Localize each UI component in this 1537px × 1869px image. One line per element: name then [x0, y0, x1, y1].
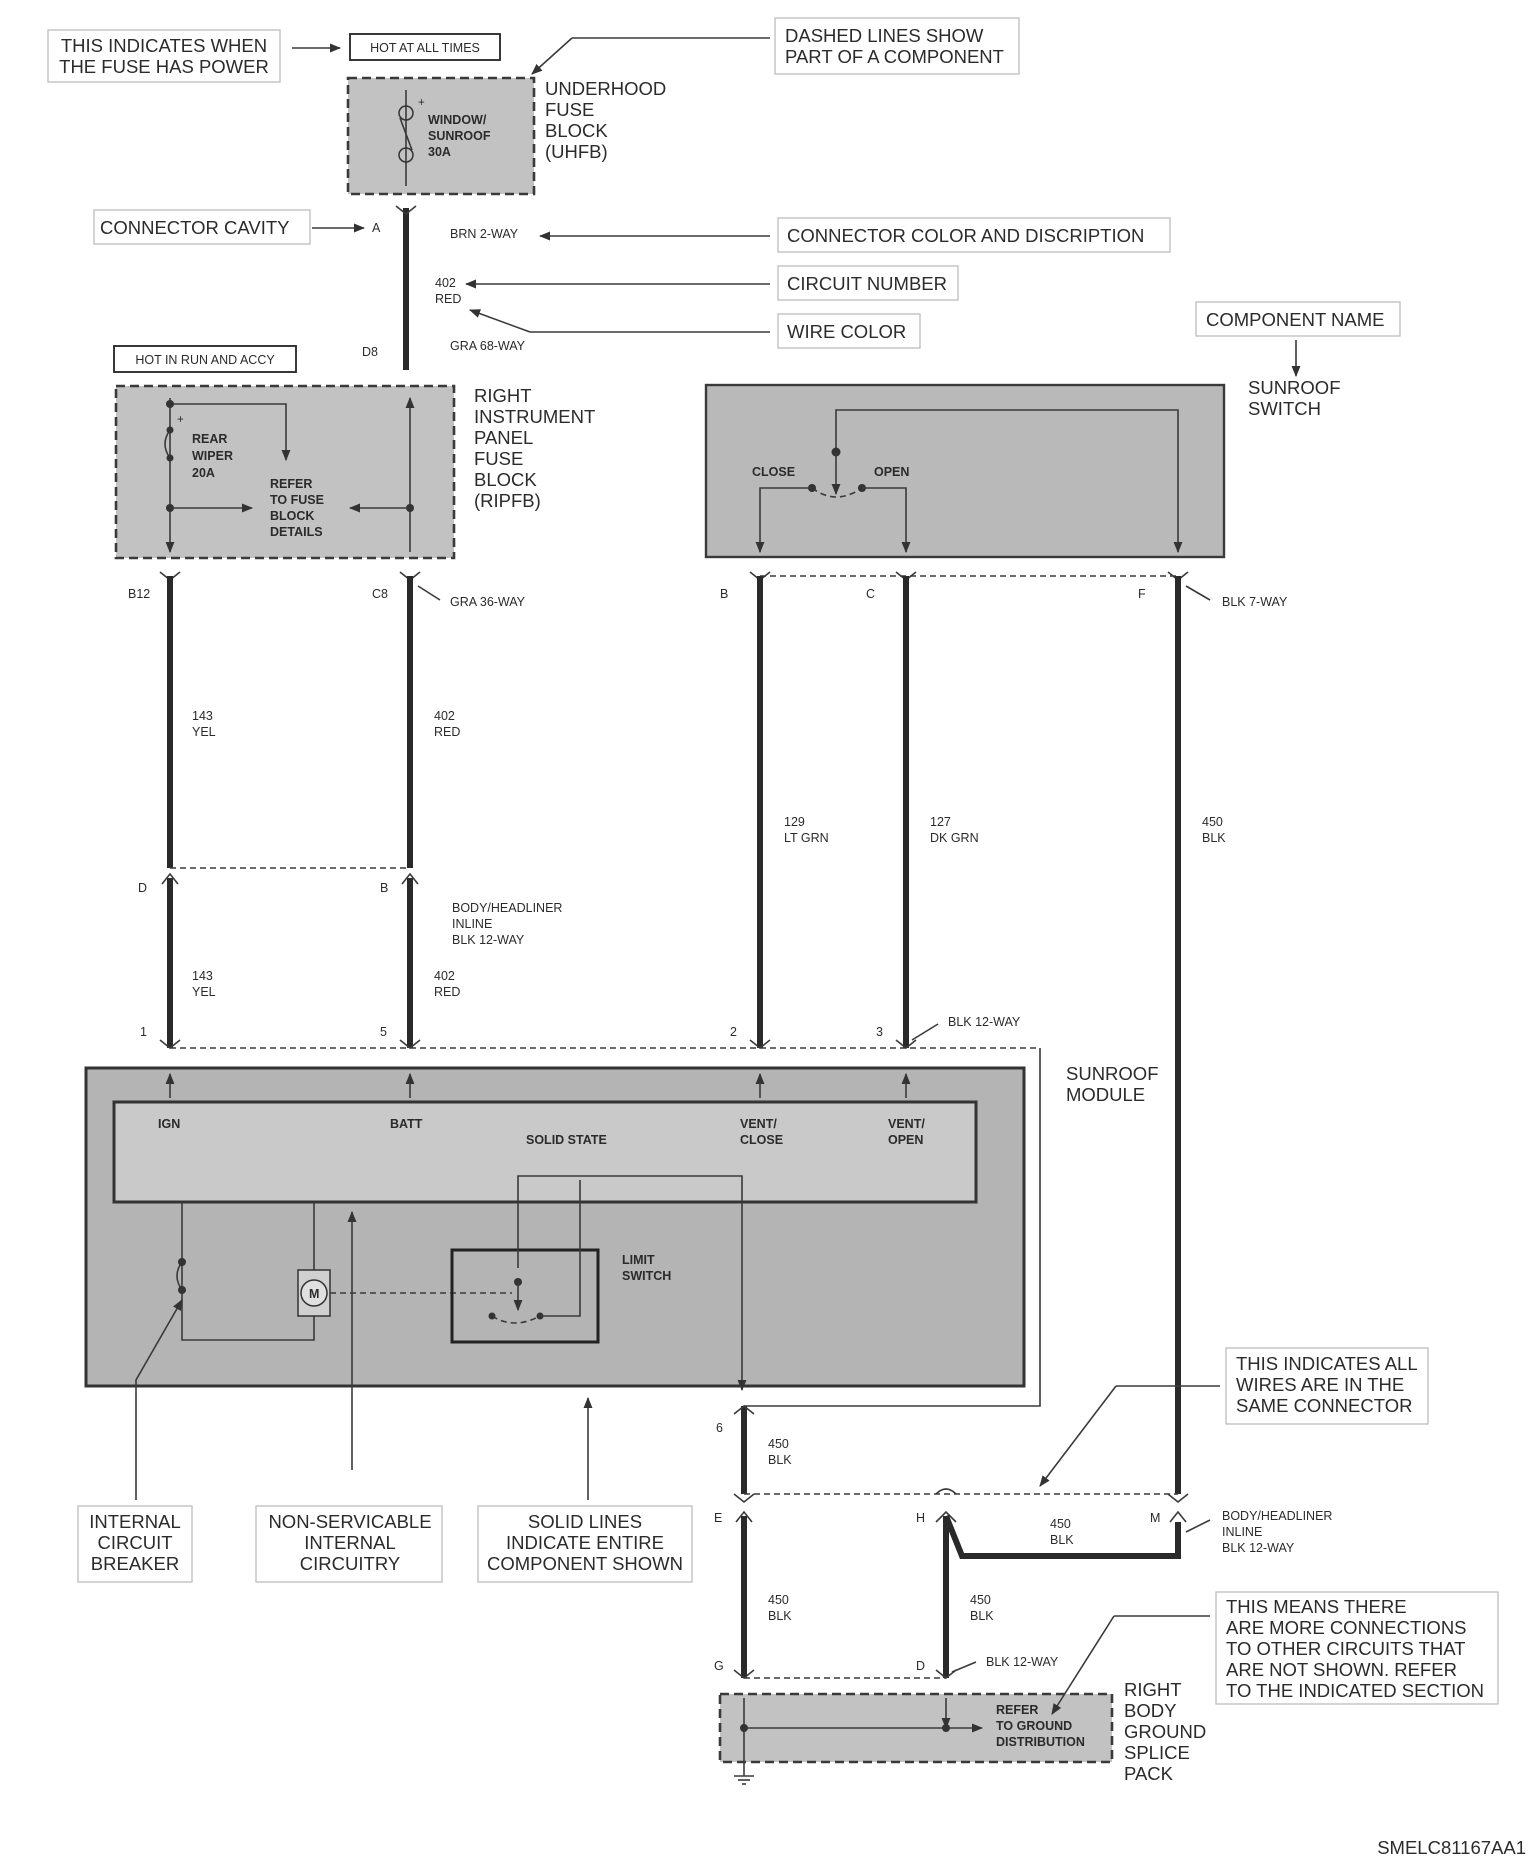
hot-in-run-accy-text: HOT IN RUN AND ACCY: [135, 353, 275, 367]
callout-connector-color-text: CONNECTOR COLOR AND DISCRIPTION: [787, 225, 1145, 246]
callout-component-name-text: COMPONENT NAME: [1206, 309, 1385, 330]
ripfb-component: [116, 385, 595, 558]
wire-450b-number: 450: [768, 1437, 789, 1451]
callout-same-connector: [1040, 1348, 1428, 1486]
callout-non-serviceable: [256, 1506, 442, 1582]
callout-non-serviceable-line2: INTERNAL: [304, 1532, 396, 1553]
pin-c8: C8: [372, 587, 388, 601]
wire-402-color: RED: [435, 292, 462, 306]
uhfb-component: [348, 78, 666, 194]
wire-143b-number: 143: [192, 969, 213, 983]
callout-connector-cavity-text: CONNECTOR CAVITY: [100, 217, 290, 238]
callout-solid-lines-line2: INDICATE ENTIRE: [506, 1532, 664, 1553]
wire-129-number: 129: [784, 815, 805, 829]
callout-dashed-lines-line2: PART OF A COMPONENT: [785, 46, 1004, 67]
uhfb-fuse-line1: WINDOW/: [428, 113, 487, 127]
callout-solid-lines: [478, 1506, 692, 1582]
ground-name-line2: BODY: [1124, 1700, 1177, 1721]
callout-more-connections-line4: ARE NOT SHOWN. REFER: [1226, 1659, 1457, 1680]
connector-blk12-module: BLK 12-WAY: [948, 1015, 1021, 1029]
ground-splice-pack-component: [720, 1679, 1206, 1784]
wire-402b-color: RED: [434, 725, 461, 739]
callout-more-connections-line2: ARE MORE CONNECTIONS: [1226, 1617, 1467, 1638]
wire-127-number: 127: [930, 815, 951, 829]
callout-non-serviceable-line1: NON-SERVICABLE: [268, 1511, 432, 1532]
callout-same-connector-line2: WIRES ARE IN THE: [1236, 1374, 1405, 1395]
connector-blk12-ground: BLK 12-WAY: [986, 1655, 1059, 1669]
wire-127-color: DK GRN: [930, 831, 979, 845]
pin-b12: B12: [128, 587, 151, 601]
uhfb-name-line2: FUSE: [545, 99, 595, 120]
connector-headliner-line3: BLK 12-WAY: [452, 933, 525, 947]
callout-internal-breaker-line2: CIRCUIT: [97, 1532, 173, 1553]
pin-h: H: [916, 1511, 926, 1525]
callout-dashed-lines-line1: DASHED LINES SHOW: [785, 25, 984, 46]
wire-402c-number: 402: [434, 969, 455, 983]
hot-in-run-accy-label: [114, 346, 296, 372]
hot-at-all-times-text: HOT AT ALL TIMES: [370, 41, 480, 55]
callout-circuit-number: [466, 266, 958, 300]
ground-name-line4: SPLICE: [1124, 1742, 1190, 1763]
motor-label: M: [309, 1287, 320, 1301]
ripfb-name-line1: RIGHT: [474, 385, 532, 406]
wire-450d-number: 450: [768, 1593, 789, 1607]
pin-3: 3: [876, 1025, 883, 1039]
pin-d8: D8: [362, 345, 378, 359]
module-name-line2: MODULE: [1066, 1084, 1146, 1105]
callout-internal-breaker-line3: BREAKER: [90, 1553, 180, 1574]
ground-symbol-icon: [734, 1776, 754, 1784]
callout-fuse-power-line2: THE FUSE HAS POWER: [59, 56, 269, 77]
callout-more-connections-line1: THIS MEANS THERE: [1226, 1596, 1407, 1617]
limit-switch-line1: LIMIT: [622, 1253, 655, 1267]
pin-b-headliner: B: [380, 881, 389, 895]
switch-name-line1: SUNROOF: [1248, 377, 1341, 398]
pin-2: 2: [730, 1025, 737, 1039]
pin-1: 1: [140, 1025, 147, 1039]
limit-switch-line2: SWITCH: [622, 1269, 672, 1283]
wire-143a-number: 143: [192, 709, 213, 723]
ground-name-line1: RIGHT: [1124, 1679, 1182, 1700]
callout-connector-cavity: [94, 210, 364, 244]
ground-refer-line2: TO GROUND: [996, 1719, 1073, 1733]
module-vent-close-line1: VENT/: [740, 1117, 777, 1131]
callout-same-connector-line3: SAME CONNECTOR: [1236, 1395, 1413, 1416]
callout-component-name: [1196, 302, 1400, 376]
ripfb-refer-line2: TO FUSE: [270, 493, 324, 507]
ripfb-fuse-line3: 20A: [192, 466, 215, 480]
ripfb-fuse-line2: WIPER: [192, 449, 233, 463]
connector-brn2: BRN 2-WAY: [450, 227, 519, 241]
pin-c-switch: C: [866, 587, 876, 601]
switch-name-line2: SWITCH: [1248, 398, 1321, 419]
callout-circuit-number-text: CIRCUIT NUMBER: [787, 273, 947, 294]
motor-icon: [298, 1270, 330, 1316]
wire-450b-color: BLK: [768, 1453, 792, 1467]
callout-solid-lines-line1: SOLID LINES: [527, 1511, 643, 1532]
callout-non-serviceable-line3: CIRCUITRY: [299, 1553, 401, 1574]
callout-internal-breaker-line1: INTERNAL: [89, 1511, 181, 1532]
ground-name-line3: GROUND: [1124, 1721, 1207, 1742]
callout-more-connections-line3: TO OTHER CIRCUITS THAT: [1226, 1638, 1466, 1659]
callout-fuse-power-line1: THIS INDICATES WHEN: [60, 35, 268, 56]
uhfb-plus: +: [418, 97, 425, 109]
wire-143a-color: YEL: [192, 725, 216, 739]
callout-same-connector-line1: THIS INDICATES ALL: [1236, 1353, 1418, 1374]
wire-450a-color: BLK: [1202, 831, 1226, 845]
connector-blk7: BLK 7-WAY: [1222, 595, 1288, 609]
uhfb-name-line4: (UHFB): [545, 141, 608, 162]
ground-refer-line1: REFER: [996, 1703, 1039, 1717]
connector-gra68: GRA 68-WAY: [450, 339, 526, 353]
module-vent-close-line2: CLOSE: [740, 1133, 784, 1147]
ripfb-refer-line1: REFER: [270, 477, 313, 491]
ripfb-name-line2: INSTRUMENT: [474, 406, 596, 427]
callout-internal-breaker: [78, 1506, 192, 1582]
wire-450e-number: 450: [970, 1593, 991, 1607]
ripfb-name-line4: FUSE: [474, 448, 524, 469]
wire-450d-color: BLK: [768, 1609, 792, 1623]
hot-at-all-times-label: [350, 34, 500, 60]
connector-headliner-line2: INLINE: [452, 917, 493, 931]
pin-b-switch: B: [720, 587, 729, 601]
pin-d-headliner: D: [138, 881, 148, 895]
module-batt-label: BATT: [390, 1117, 423, 1131]
diagram-code: SMELC81167AA1: [1377, 1837, 1526, 1858]
callout-more-connections-line5: TO THE INDICATED SECTION: [1226, 1680, 1484, 1701]
pin-6: 6: [716, 1421, 723, 1435]
connector-headliner2-line3: BLK 12-WAY: [1222, 1541, 1295, 1555]
pin-a: A: [372, 221, 381, 235]
wire-450a-number: 450: [1202, 815, 1223, 829]
connector-gra36: GRA 36-WAY: [450, 595, 526, 609]
uhfb-name-line3: BLOCK: [545, 120, 608, 141]
wire-450e-color: BLK: [970, 1609, 994, 1623]
pin-5: 5: [380, 1025, 387, 1039]
sunroof-module-component: [86, 1048, 1159, 1406]
callout-more-connections: [1052, 1592, 1498, 1714]
wire-402-number: 402: [435, 276, 456, 290]
module-name-line1: SUNROOF: [1066, 1063, 1159, 1084]
callout-wire-color-text: WIRE COLOR: [787, 321, 907, 342]
sunroof-switch-component: [706, 377, 1341, 557]
wire-402b-number: 402: [434, 709, 455, 723]
uhfb-fuse-line3: 30A: [428, 145, 451, 159]
switch-close-label: CLOSE: [752, 465, 796, 479]
callout-solid-lines-line3: COMPONENT SHOWN: [487, 1553, 683, 1574]
wire-450c-color: BLK: [1050, 1533, 1074, 1547]
callout-fuse-power: [48, 30, 340, 82]
module-vent-open-line1: VENT/: [888, 1117, 925, 1131]
uhfb-fuse-line2: SUNROOF: [428, 129, 491, 143]
connector-headliner2-line1: BODY/HEADLINER: [1222, 1509, 1333, 1523]
callout-connector-color: [540, 218, 1170, 252]
ground-refer-line3: DISTRIBUTION: [996, 1735, 1085, 1749]
svg-text:+: +: [177, 414, 184, 426]
callout-wire-color: [470, 310, 920, 348]
pin-m: M: [1150, 1511, 1161, 1525]
wire-129-color: LT GRN: [784, 831, 829, 845]
wire-402c-color: RED: [434, 985, 461, 999]
connector-headliner2-line2: INLINE: [1222, 1525, 1263, 1539]
pin-e: E: [714, 1511, 723, 1525]
switch-open-label: OPEN: [874, 465, 910, 479]
ripfb-name-line6: (RIPFB): [474, 490, 541, 511]
ground-name-line5: PACK: [1124, 1763, 1174, 1784]
wire-143b-color: YEL: [192, 985, 216, 999]
ripfb-name-line3: PANEL: [474, 427, 534, 448]
wire-450c-number: 450: [1050, 1517, 1071, 1531]
ripfb-refer-line4: DETAILS: [270, 525, 323, 539]
module-ign-label: IGN: [158, 1117, 181, 1131]
pin-f-switch: F: [1138, 587, 1146, 601]
ripfb-refer-line3: BLOCK: [270, 509, 315, 523]
ripfb-fuse-line1: REAR: [192, 432, 228, 446]
ripfb-name-line5: BLOCK: [474, 469, 537, 490]
module-solid-state-label: SOLID STATE: [526, 1133, 607, 1147]
callout-dashed-lines: [532, 18, 1019, 74]
module-vent-open-line2: OPEN: [888, 1133, 924, 1147]
pin-g: G: [714, 1659, 724, 1673]
uhfb-name-line1: UNDERHOOD: [545, 78, 667, 99]
connector-headliner-line1: BODY/HEADLINER: [452, 901, 563, 915]
pin-d-ground: D: [916, 1659, 926, 1673]
